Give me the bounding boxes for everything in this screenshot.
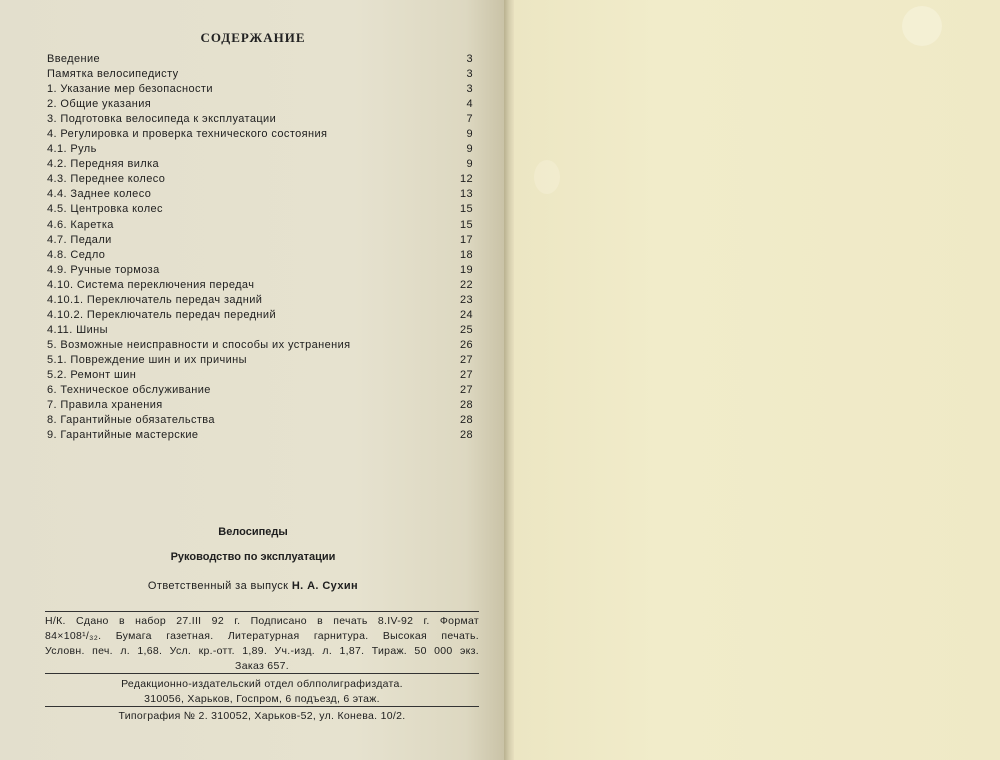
toc-entry-label: 1. Указание мер безопасности [47,83,213,96]
toc-entry-label: 4.6. Каретка [47,218,114,231]
toc-entry-label: 4.4. Заднее колесо [47,188,152,201]
toc-entry-label: 4.8. Седло [47,248,106,261]
responsible-name: Н. А. Сухин [291,580,359,592]
toc-entry-label: 5. Возможные неисправности и способы их устранения [47,338,351,351]
imprint-line-1: Н/К. Сдано в набор 27.III 92 г. Подписано в печать 8.IV-92 г. Формат [45,615,479,627]
toc-entry [47,248,473,263]
toc-entry-page: 23 [459,293,473,306]
right-page-blank [514,0,1000,760]
toc-entry-page: 15 [459,203,473,216]
toc-entry-label: 4.3. Переднее колесо [47,173,166,186]
toc-entry [47,67,473,82]
toc-entry [47,187,473,202]
toc-entry-label: Памятка велосипедисту [47,68,179,81]
toc-entry-label: 9. Гарантийные мастерские [47,429,199,442]
publisher-block [45,677,479,707]
toc-entry-page: 24 [459,308,473,321]
toc-entry-page: 4 [466,98,473,111]
toc-entry-page: 25 [459,323,473,336]
toc-entry [47,308,473,323]
toc-entry-label: 5.2. Ремонт шин [47,368,137,381]
toc-entry-page: 27 [459,384,473,397]
toc-entry [47,323,473,338]
imprint-top-rule [45,611,479,612]
toc-entry-page: 17 [459,233,473,246]
toc-entry-label: 4.1. Руль [47,143,97,156]
toc-entry-label: 4.10. Система переключения передач [47,278,255,291]
toc-entry-page: 27 [459,368,473,381]
toc-entry [47,293,473,308]
toc-entry-label: 4.7. Педали [47,233,112,246]
paper-spot [534,160,560,194]
toc-entry-page: 15 [459,218,473,231]
imprint-line-3: Условн. печ. л. 1,68. Усл. кр.-отт. 1,89. Уч.-изд. л. 1,87. Тираж. 50 000 экз. [45,645,479,657]
toc-entry-page: 3 [466,53,473,65]
toc-entry [47,97,473,112]
toc-entry [47,368,473,383]
toc-entry [47,218,473,233]
toc-entry [47,278,473,293]
toc-entry-label: 4.11. Шины [47,323,108,336]
toc-entry-label: 4.2. Передняя вилка [47,158,160,171]
imprint-line-2: 84×108¹/₃₂. Бумага газетная. Литературная гарнитура. Высокая печать. [45,630,479,642]
toc-entry-page: 28 [459,429,473,442]
publisher-line-1: Редакционно-издательский отдел облполиграфиздата. [121,678,403,690]
toc-entry-page: 9 [466,128,473,141]
toc-entry [47,428,473,443]
toc-entry-label: 7. Правила хранения [47,399,163,412]
table-of-contents [47,52,473,443]
book-title: Велосипеды [218,526,288,538]
toc-entry [47,353,473,368]
publisher-line-2: 310056, Харьков, Госпром, 6 подъезд, 6 этаж. [144,693,380,705]
toc-entry [47,127,473,142]
toc-entry-page: 26 [459,338,473,351]
imprint-line-4: Заказ 657. [235,660,289,672]
toc-entry-page: 27 [459,353,473,366]
toc-entry [47,413,473,428]
imprint-block [45,614,479,674]
toc-entry-label: 4.10.1. Переключатель передач задний [47,293,263,306]
toc-entry-page: 9 [466,158,473,171]
toc-entry-label: 6. Техническое обслуживание [47,384,211,397]
toc-entry-page: 28 [459,399,473,412]
imprint-bottom-rule [45,706,479,707]
toc-entry [47,82,473,97]
toc-entry [47,338,473,353]
toc-title: СОДЕРЖАНИЕ [200,30,306,45]
toc-entry [47,383,473,398]
toc-entry-page: 22 [459,278,473,291]
toc-entry-label: 3. Подготовка велосипеда к эксплуатации [47,113,277,126]
toc-entry-label: 8. Гарантийные обязательства [47,414,215,427]
toc-entry-page: 12 [459,173,473,186]
printer-line: Типография № 2. 310052, Харьков-52, ул. Конева. 10/2. [118,710,406,722]
toc-entry [47,233,473,248]
toc-entry-page: 7 [466,113,473,126]
toc-entry [47,172,473,187]
toc-entry-label: 4.10.2. Переключатель передач передний [47,308,276,321]
toc-entry-page: 3 [466,68,473,81]
toc-entry [47,142,473,157]
toc-entry-page: 3 [466,83,473,96]
toc-entry [47,398,473,413]
toc-entry-label: 4.5. Центровка колес [47,203,163,216]
toc-entry [47,157,473,172]
toc-entry-label: 4.9. Ручные тормоза [47,263,160,276]
toc-entry-page: 28 [459,414,473,427]
toc-entry-page: 13 [459,188,473,201]
toc-entry-page: 9 [466,143,473,156]
toc-entry [47,52,473,67]
toc-entry [47,263,473,278]
toc-entry-label: 5.1. Повреждение шин и их причины [47,353,247,366]
responsible-label: Ответственный за выпуск [147,580,289,592]
toc-entry-page: 19 [459,263,473,276]
toc-entry-label: 2. Общие указания [47,98,152,111]
toc-entry-label: Введение [47,53,101,65]
imprint-middle-rule [45,673,479,674]
toc-entry-label: 4. Регулировка и проверка технического состояния [47,128,328,141]
toc-entry-page: 18 [459,248,473,261]
book-subtitle: Руководство по эксплуатации [170,551,336,563]
toc-entry [47,202,473,217]
responsible-line [0,580,506,592]
printer-block [45,709,479,724]
paper-spot [902,6,942,46]
toc-entry [47,112,473,127]
